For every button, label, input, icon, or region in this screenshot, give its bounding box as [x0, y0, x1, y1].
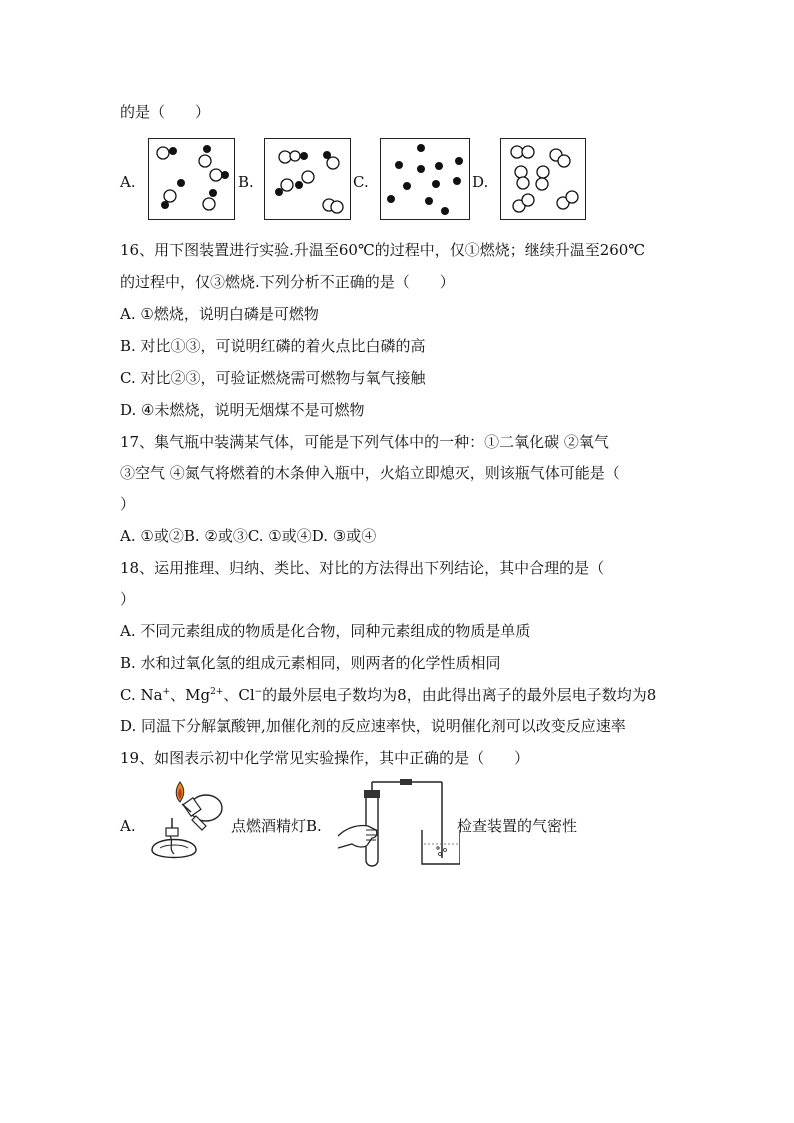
q19-option-a-caption-text: 点燃酒精灯	[231, 817, 307, 835]
q19-option-b-figure	[336, 778, 460, 870]
q15-option-b-diagram	[264, 138, 351, 220]
q17-stem-line-1: 17、集气瓶中装满某气体，可能是下列气体中的一种：①二氧化碳 ②氧气	[120, 433, 609, 451]
q18-stem-line-1: 18、运用推理、归纳、类比、对比的方法得出下列结论，其中合理的是（	[120, 559, 605, 577]
q18-cl-charge: −	[254, 687, 263, 697]
q16-option-a: A. ①燃烧，说明白磷是可燃物	[120, 305, 319, 323]
compound-molecules-diagram	[265, 139, 352, 221]
alcohol-lamp-lighting-icon	[146, 778, 228, 864]
q19-option-a-caption	[231, 816, 322, 836]
q15-option-a-label: A.	[120, 173, 136, 191]
q16-stem-line-2: 的过程中，仅③燃烧.下列分析不正确的是（ ）	[120, 273, 455, 291]
q15-option-c-diagram	[380, 138, 470, 220]
q18-option-c-sep2: 、Cl	[223, 686, 255, 704]
q19-option-b-caption: 检查装置的气密性	[457, 817, 578, 835]
q16-option-c: C. 对比②③，可验证燃烧需可燃物与氧气接触	[120, 369, 426, 387]
q18-option-b: B. 水和过氧化氢的组成元素相同，则两者的化学性质相同	[120, 654, 501, 672]
q18-option-c-suffix: 的最外层电子数均为8，由此得出离子的最外层电子数均为8	[262, 686, 657, 704]
q15-option-a-diagram	[148, 138, 235, 220]
q19-option-a-figure	[146, 778, 228, 864]
q18-option-a: A. 不同元素组成的物质是化合物，同种元素组成的物质是单质	[120, 622, 531, 640]
q19-option-b-label: B.	[306, 817, 322, 835]
q15-option-b-label: B.	[238, 173, 254, 191]
q18-option-c	[120, 685, 656, 705]
q18-stem-line-2: ）	[120, 590, 136, 608]
metal-atoms-diagram	[381, 139, 471, 221]
q17-stem-line-2: ③空气 ④氮气将燃着的木条伸入瓶中，火焰立即熄灭，则该瓶气体可能是（	[120, 464, 620, 482]
q18-na-charge: +	[162, 687, 171, 697]
q18-option-c-prefix: C. Na	[120, 686, 163, 704]
diatomic-molecules-diagram	[501, 139, 587, 221]
q15-option-c-label: C.	[353, 173, 369, 191]
q15-option-d-label: D.	[472, 173, 489, 191]
mixture-particles-diagram	[149, 139, 236, 221]
q16-stem-line-1: 16、用下图装置进行实验.升温至60℃的过程中，仅①燃烧；继续升温至260℃	[120, 241, 646, 259]
q16-option-b: B. 对比①③，可说明红磷的着火点比白磷的高	[120, 337, 426, 355]
q19-stem: 19、如图表示初中化学常见实验操作，其中正确的是（ ）	[120, 749, 530, 767]
q18-option-c-sep1: 、Mg	[170, 686, 211, 704]
q17-stem-line-3: ）	[120, 495, 136, 513]
q18-option-d: D. 同温下分解氯酸钾,加催化剂的反应速率快，说明催化剂可以改变反应速率	[120, 717, 626, 735]
q16-option-d: D. ④未燃烧，说明无烟煤不是可燃物	[120, 401, 365, 419]
q17-options: A. ①或②B. ②或③C. ①或④D. ③或④	[120, 527, 377, 545]
q15-option-d-diagram	[500, 138, 586, 220]
q18-mg-charge: 2+	[210, 687, 224, 697]
q19-option-a-label: A.	[120, 817, 136, 835]
airtightness-check-apparatus-icon	[336, 778, 460, 870]
q15-stem-tail: 的是（ ）	[120, 103, 211, 121]
